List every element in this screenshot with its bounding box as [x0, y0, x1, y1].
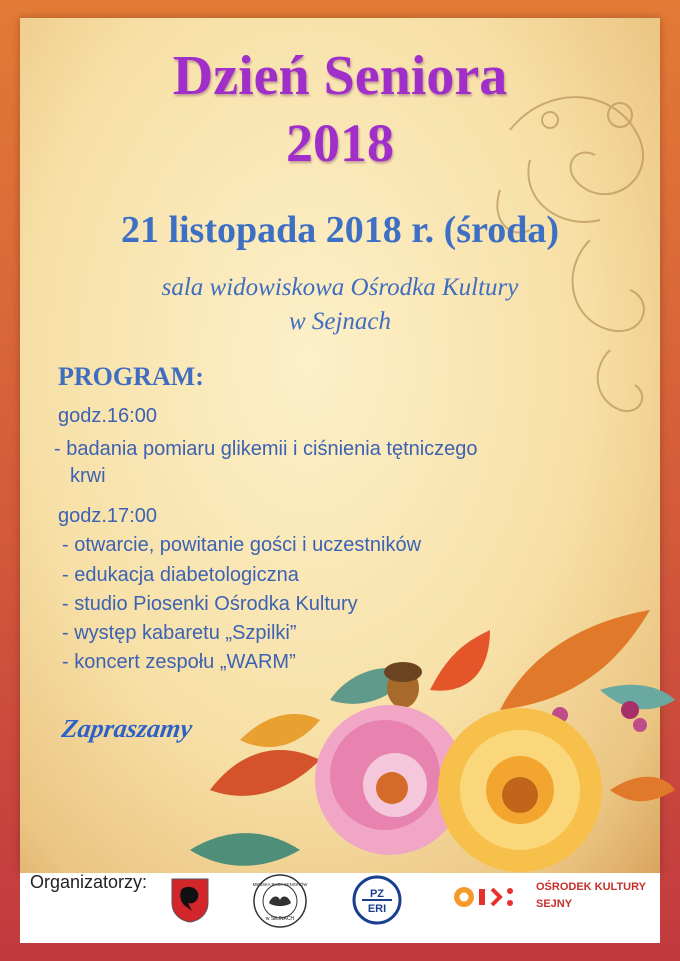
- osrodek-kultury-logo-icon: [452, 883, 532, 911]
- event-year: 2018: [286, 113, 394, 173]
- session-1-item-cont: krwi: [70, 465, 106, 487]
- session-2-time: godz.17:00: [58, 505, 157, 527]
- invitation-text: Zapraszamy: [60, 714, 195, 743]
- logo-text-bottom: w SEJNACH: [265, 916, 295, 922]
- session-1-time: godz.16:00: [58, 405, 157, 427]
- sejny-coat-of-arms-icon: [170, 877, 210, 923]
- osrodek-line-2: SEJNY: [536, 898, 573, 910]
- pzeri-logo-icon: [352, 875, 402, 925]
- pzeri-top: PZ: [369, 888, 385, 900]
- list-item: - studio Piosenki Ośrodka Kultury: [62, 593, 358, 615]
- venue-line-1: sala widowiskowa Ośrodka Kultury: [161, 274, 519, 301]
- program-heading: PROGRAM:: [58, 362, 204, 391]
- miejska-rada-seniorow-icon: [252, 873, 308, 929]
- pzeri-bottom: ERI: [367, 903, 387, 915]
- autumn-flowers-decoration-icon: [170, 590, 680, 880]
- osrodek-kultury-name: [536, 879, 646, 913]
- list-item: - koncert zespołu „WARM”: [62, 651, 296, 673]
- event-title: Dzień Seniora: [172, 45, 508, 107]
- organizers-label: Organizatorzy:: [30, 872, 148, 892]
- event-date: 21 listopada 2018 r. (środa): [120, 209, 560, 251]
- list-item: - występ kabaretu „Szpilki”: [62, 622, 297, 644]
- list-item: - edukacja diabetologiczna: [62, 564, 299, 586]
- list-item: - otwarcie, powitanie gości i uczestników: [62, 534, 422, 556]
- session-1-item: - badania pomiaru glikemii i ciśnienia tętniczego: [54, 438, 478, 460]
- osrodek-line-1: OŚRODEK KULTURY: [536, 881, 646, 893]
- logo-text-top: MIEJSKA RADA SENIORÓW: [252, 882, 308, 887]
- venue-line-2: w Sejnach: [288, 308, 392, 335]
